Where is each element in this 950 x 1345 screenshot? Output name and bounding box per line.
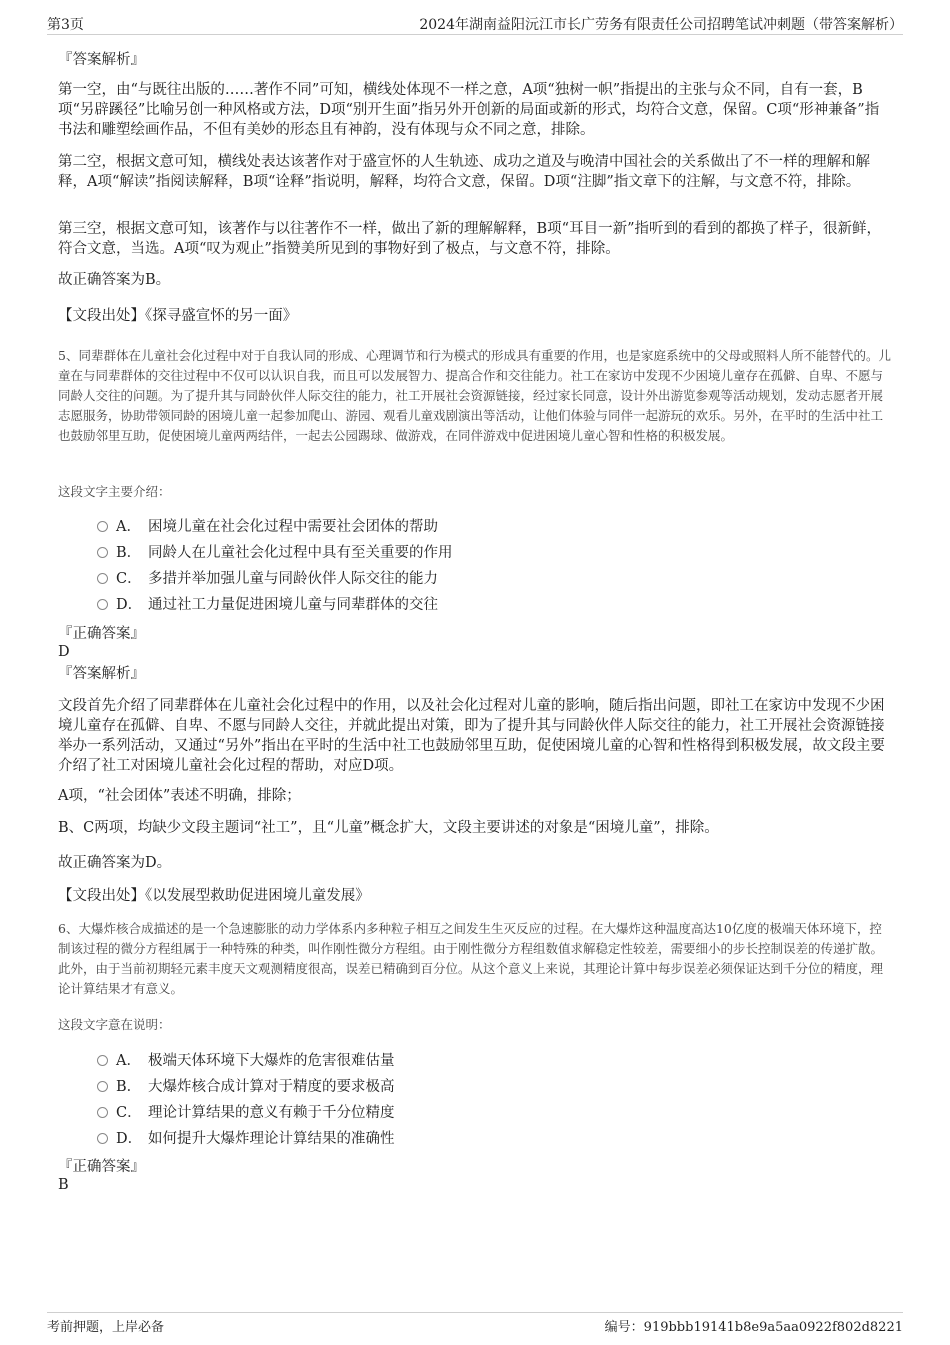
q6-answer: B	[58, 1177, 69, 1193]
radio-icon[interactable]	[97, 573, 108, 584]
analysis-conclusion: 故正确答案为B。	[58, 272, 171, 288]
q5-conclusion: 故正确答案为D。	[58, 855, 172, 871]
radio-icon[interactable]	[97, 521, 108, 532]
analysis-paragraph-2: 第二空，根据文意可知，横线处表达该著作对于盛宣怀的人生轨迹、成功之道及与晚清中国社会的关系做出了不一样的理解和解释，A项“解读”指阅读解释，B项“诠释”指说明，解释，均符合文意，保留。D项“注脚”指文章下的注解，与文意不符，排除。	[58, 154, 870, 190]
question-6-prompt: 这段文字意在说明：	[58, 1017, 171, 1032]
q5-analysis-paragraph-2: A项，“社会团体”表述不明确，排除；	[58, 788, 301, 804]
q6-answer-label: 『正确答案』	[58, 1159, 145, 1175]
q6-option-b[interactable]: B． 大爆炸核合成计算对于精度的要求极高	[97, 1077, 395, 1097]
page-number: 第3页	[47, 17, 84, 33]
q5-answer-label: 『正确答案』	[58, 626, 145, 642]
q5-analysis-paragraph-3: B、C两项，均缺少文段主题词“社工”，且“儿童”概念扩大，文段主要讲述的对象是“困境儿童”，排除。	[58, 820, 719, 836]
question-6-text: 6、大爆炸核合成描述的是一个急速膨胀的动力学体系内多种粒子相互之间发生生灭反应的过程。在大爆炸这种温度高达10亿度的极端天体环境下，控制该过程的微分方程组属于一种特殊的种类，叫作刚性微分方程组。由于刚性微分方程组数值求解稳定性较差，需要细小的步长控制误差的传递扩散。此外，由于当前初期轻元素丰度天文观测精度很高，误差已精确到百分位。从这个意义上来说，其理论计算中每步误差必须保证达到千分位的精度，理论计算结果才有意义。	[58, 921, 884, 996]
question-5-prompt: 这段文字主要介绍：	[58, 484, 171, 499]
page-header	[47, 12, 903, 35]
document-title: 2024年湖南益阳沅江市长广劳务有限责任公司招聘笔试冲刺题（带答案解析）	[419, 17, 903, 33]
q5-analysis-label: 『答案解析』	[58, 666, 145, 682]
analysis-paragraph-1: 第一空，由“与既往出版的……著作不同”可知，横线处体现不一样之意，A项“独树一帜”指提出的主张与众不同，自有一套，B项“另辟蹊径”比喻另创一种风格或方法，D项“别开生面”指另外开创新的局面或新的形式，均符合文意，保留。C项“形神兼备”指书法和雕塑绘画作品，不但有美妙的形态且有神韵，没有体现与众不同之意，排除。	[58, 82, 880, 138]
source-citation: 【文段出处】《探寻盛宣怀的另一面》	[58, 308, 298, 324]
radio-icon[interactable]	[97, 1107, 108, 1118]
q5-option-d[interactable]: D． 通过社工力量促进困境儿童与同辈群体的交往	[97, 595, 438, 615]
q5-answer: D	[58, 644, 70, 660]
footer-slogan: 考前押题，上岸必备	[47, 1320, 165, 1335]
page-footer	[47, 1312, 903, 1337]
q6-option-c[interactable]: C． 理论计算结果的意义有赖于千分位精度	[97, 1103, 395, 1123]
q6-option-d[interactable]: D． 如何提升大爆炸理论计算结果的准确性	[97, 1129, 395, 1149]
question-5-text: 5、同辈群体在儿童社会化过程中对于自我认同的形成、心理调节和行为模式的形成具有重要的作用，也是家庭系统中的父母或照料人所不能替代的。儿童在与同辈群体的交往过程中不仅可以认识自我，而且可以发展智力、提高合作和交往能力。社工在家访中发现不少困境儿童存在孤僻、自卑、不愿与同龄人交往的问题。为了提升其与同龄伙伴人际交往的能力，社工开展社会资源链接，经过家长同意，设计外出游览参观等活动规划，发动志愿者开展志愿服务，协助带领同龄的困境儿童一起参加爬山、游园、观看儿童戏剧演出等活动，让他们体验与同伴一起游玩的欢乐。另外，在平时的生活中社工也鼓励邻里互助，促使困境儿童两两结伴，一起去公园踢球、做游戏，在同伴游戏中促进困境儿童心智和性格的积极发展。	[58, 348, 891, 443]
analysis-label: 『答案解析』	[58, 52, 145, 68]
q5-analysis-paragraph-1: 文段首先介绍了同辈群体在儿童社会化过程中的作用，以及社会化过程对儿童的影响，随后指出问题，即社工在家访中发现不少困境儿童存在孤僻、自卑、不愿与同龄人交往，并就此提出对策，即为了提升其与同龄伙伴人际交往的能力，社工开展社会资源链接举办一系列活动，又通过“另外”指出在平时的生活中社工也鼓励邻里互助，促使困境儿童的心智和性格得到积极发展，故文段主要介绍了社工对困境儿童社会化过程的帮助，对应D项。	[58, 698, 885, 774]
q5-option-c[interactable]: C． 多措并举加强儿童与同龄伙伴人际交往的能力	[97, 569, 438, 589]
q5-option-a[interactable]: A． 困境儿童在社会化过程中需要社会团体的帮助	[97, 517, 438, 537]
radio-icon[interactable]	[97, 547, 108, 558]
radio-icon[interactable]	[97, 599, 108, 610]
radio-icon[interactable]	[97, 1133, 108, 1144]
q5-source-citation: 【文段出处】《以发展型救助促进困境儿童发展》	[58, 888, 370, 904]
q6-option-a[interactable]: A． 极端天体环境下大爆炸的危害很难估量	[97, 1051, 395, 1071]
document-id: 编号：919bbb19141b8e9a5aa0922f802d8221	[604, 1320, 903, 1335]
q5-option-b[interactable]: B． 同龄人在儿童社会化过程中具有至关重要的作用	[97, 543, 453, 563]
radio-icon[interactable]	[97, 1055, 108, 1066]
analysis-paragraph-3: 第三空，根据文意可知，该著作与以往著作不一样，做出了新的理解解释，B项“耳目一新”指听到的看到的都换了样子，很新鲜，符合文意，当选。A项“叹为观止”指赞美所见到的事物好到了极点，与文意不符，排除。	[58, 221, 881, 257]
radio-icon[interactable]	[97, 1081, 108, 1092]
